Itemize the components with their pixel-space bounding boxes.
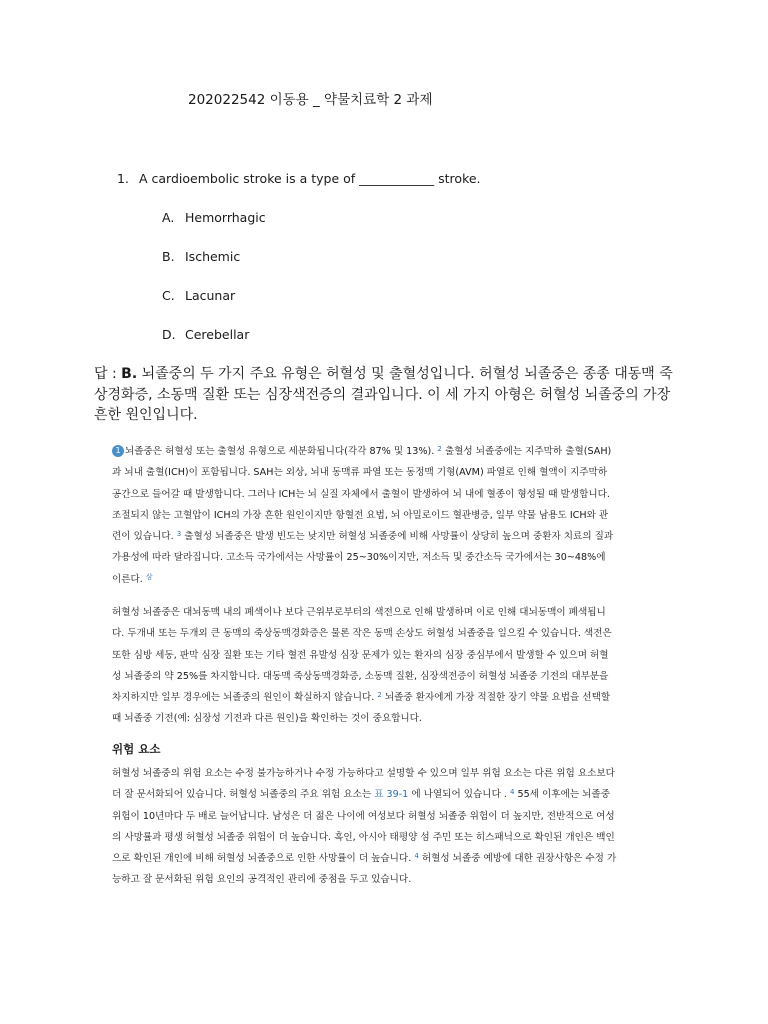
choice-letter: D. (162, 327, 176, 342)
choice-d (162, 327, 249, 342)
choice-letter: B. (162, 249, 175, 264)
answer-prefix: 답 : (94, 366, 122, 382)
citation-ref[interactable]: 4 (510, 788, 515, 797)
answer-choice: B. (121, 366, 138, 382)
choice-c (162, 288, 235, 303)
excerpt-paragraph-2 (112, 602, 617, 730)
choice-a (162, 210, 266, 225)
excerpt-text: 허혈성 뇌졸중 예방에 대한 권장사항은 수정 가능하고 잘 문서화된 위험 요인의 공격적인 관리에 중점을 두고 있습니다. (112, 853, 617, 886)
choice-text: Lacunar (185, 288, 236, 303)
excerpt-text: 뇌졸중 환자에게 가장 적절한 장기 약물 요법을 선택할 때 뇌졸중 기전(예: 심장성 기전과 다른 원인)을 확인하는 것이 중요합니다. (112, 692, 611, 725)
excerpt-text: 허혈성 뇌졸중의 위험 요소는 수정 불가능하거나 수정 가능하다고 설명할 수 있으며 일부 위험 요소는 다른 위험 요소보다 더 잘 문서화되어 있습니다. 허혈성 뇌졸중의 주요 위험 요소는 (112, 768, 615, 801)
question-number: 1. (117, 171, 129, 186)
excerpt-text: 에 나열되어 있습니다 . (408, 789, 510, 801)
info-badge-icon: 1 (112, 445, 124, 457)
excerpt-text: 55세 이후에는 뇌졸중 위험이 10년마다 두 배로 늘어납니다. 남성은 더 젊은 나이에 여성보다 허혈성 뇌졸중 위험이 더 높지만, 전반적으로 여성의 사망률과 평생 허혈성 뇌졸중 위험이 더 높습니다. 흑인, 아시아 태평양 섬 주민 또는 히스패닉으로 확인된 개인은 백인으로 확인된 개인에 비해 허혈성 뇌졸중으로 인한 사망률이 더 높습니다. (112, 789, 615, 865)
choice-letter: A. (162, 210, 175, 225)
section-heading: 위험 요소 (112, 742, 161, 756)
excerpt-paragraph-3 (112, 763, 617, 891)
answer-paragraph (94, 364, 674, 426)
choice-letter: C. (162, 288, 175, 303)
excerpt-text: 뇌졸중은 허혈성 또는 출혈성 유형으로 세분화됩니다(각각 87% 및 13%). (125, 446, 438, 457)
excerpt-text: 허혈성 뇌졸중은 대뇌동맥 내의 폐색이나 보다 근위부로부터의 색전으로 인해 발생하며 이로 인해 대뇌동맥이 폐색됩니다. 두개내 또는 두개외 큰 동맥의 죽상동맥경화증은 물론 작은 동맥 손상도 허혈성 뇌졸중을 일으킬 수 있습니다. 색전은 또한 심방 세동, 판막 심장 질환 또는 기타 혈전 유발성 심장 문제가 있는 환자의 심장 중심부에서 발생할 수 있으며 허혈성 뇌졸중의 약 25%를 차지합니다. 대동맥 죽상동맥경화증, 소동맥 질환, 심장색전증이 허혈성 뇌졸중 기전의 대부분을 차지하지만 일부 경우에는 뇌졸중의 원인이 확실하지 않습니다. (112, 607, 612, 704)
excerpt-text: 출혈성 뇌졸중은 발생 빈도는 낮지만 허혈성 뇌졸중에 비해 사망률이 상당히 높으며 중환자 치료의 질과 가용성에 따라 달라집니다. 고소득 국가에서는 사망률이 25~30%이지만, 저소득 및 중간소득 국가에서는 30~48%에 이른다. (112, 531, 614, 585)
choice-text: Hemorrhagic (185, 210, 266, 225)
document-title: 202022542 이동용 _ 약물치료학 2 과제 (188, 92, 433, 108)
answer-text: 뇌졸중의 두 가지 주요 유형은 허혈성 및 출혈성입니다. 허혈성 뇌졸중은 종종 대동맥 죽상경화증, 소동맥 질환 또는 심장색전증의 결과입니다. 이 세 가지 아형은 허혈성 뇌졸중의 가장 흔한 원인입니다. (94, 366, 673, 423)
citation-ref[interactable]: 4 (414, 852, 419, 861)
citation-ref[interactable]: 삼 (145, 572, 153, 581)
choice-text: Ischemic (185, 249, 241, 264)
table-link[interactable]: 표 39-1 (374, 789, 409, 801)
excerpt-text: 출혈성 뇌졸중에는 지주막하 출혈(SAH)과 뇌내 출혈(ICH)이 포함됩니다. SAH는 외상, 뇌내 동맥류 파열 또는 동정맥 기형(AVM) 파열로 인해 혈액이 지주막하 공간으로 들어갈 때 발생합니다. 그러나 ICH는 뇌 실질 자체에서 출혈이 발생하여 뇌 내에 혈종이 형성될 때 발생합니다. 조절되지 않는 고혈압이 ICH의 가장 흔한 원인이지만 항혈전 요법, 뇌 아밀로이드 혈관병증, 일부 약물 남용도 ICH와 관련이 있습니다. (112, 446, 612, 543)
citation-ref[interactable]: 2 (377, 691, 382, 700)
choice-b (162, 249, 240, 264)
choice-text: Cerebellar (185, 327, 250, 342)
question-1 (117, 171, 481, 186)
excerpt-paragraph-1 (112, 441, 617, 590)
question-text: A cardioembolic stroke is a type of ____________ stroke. (139, 171, 481, 186)
citation-ref[interactable]: 2 (437, 445, 442, 453)
citation-ref[interactable]: 3 (176, 530, 182, 539)
